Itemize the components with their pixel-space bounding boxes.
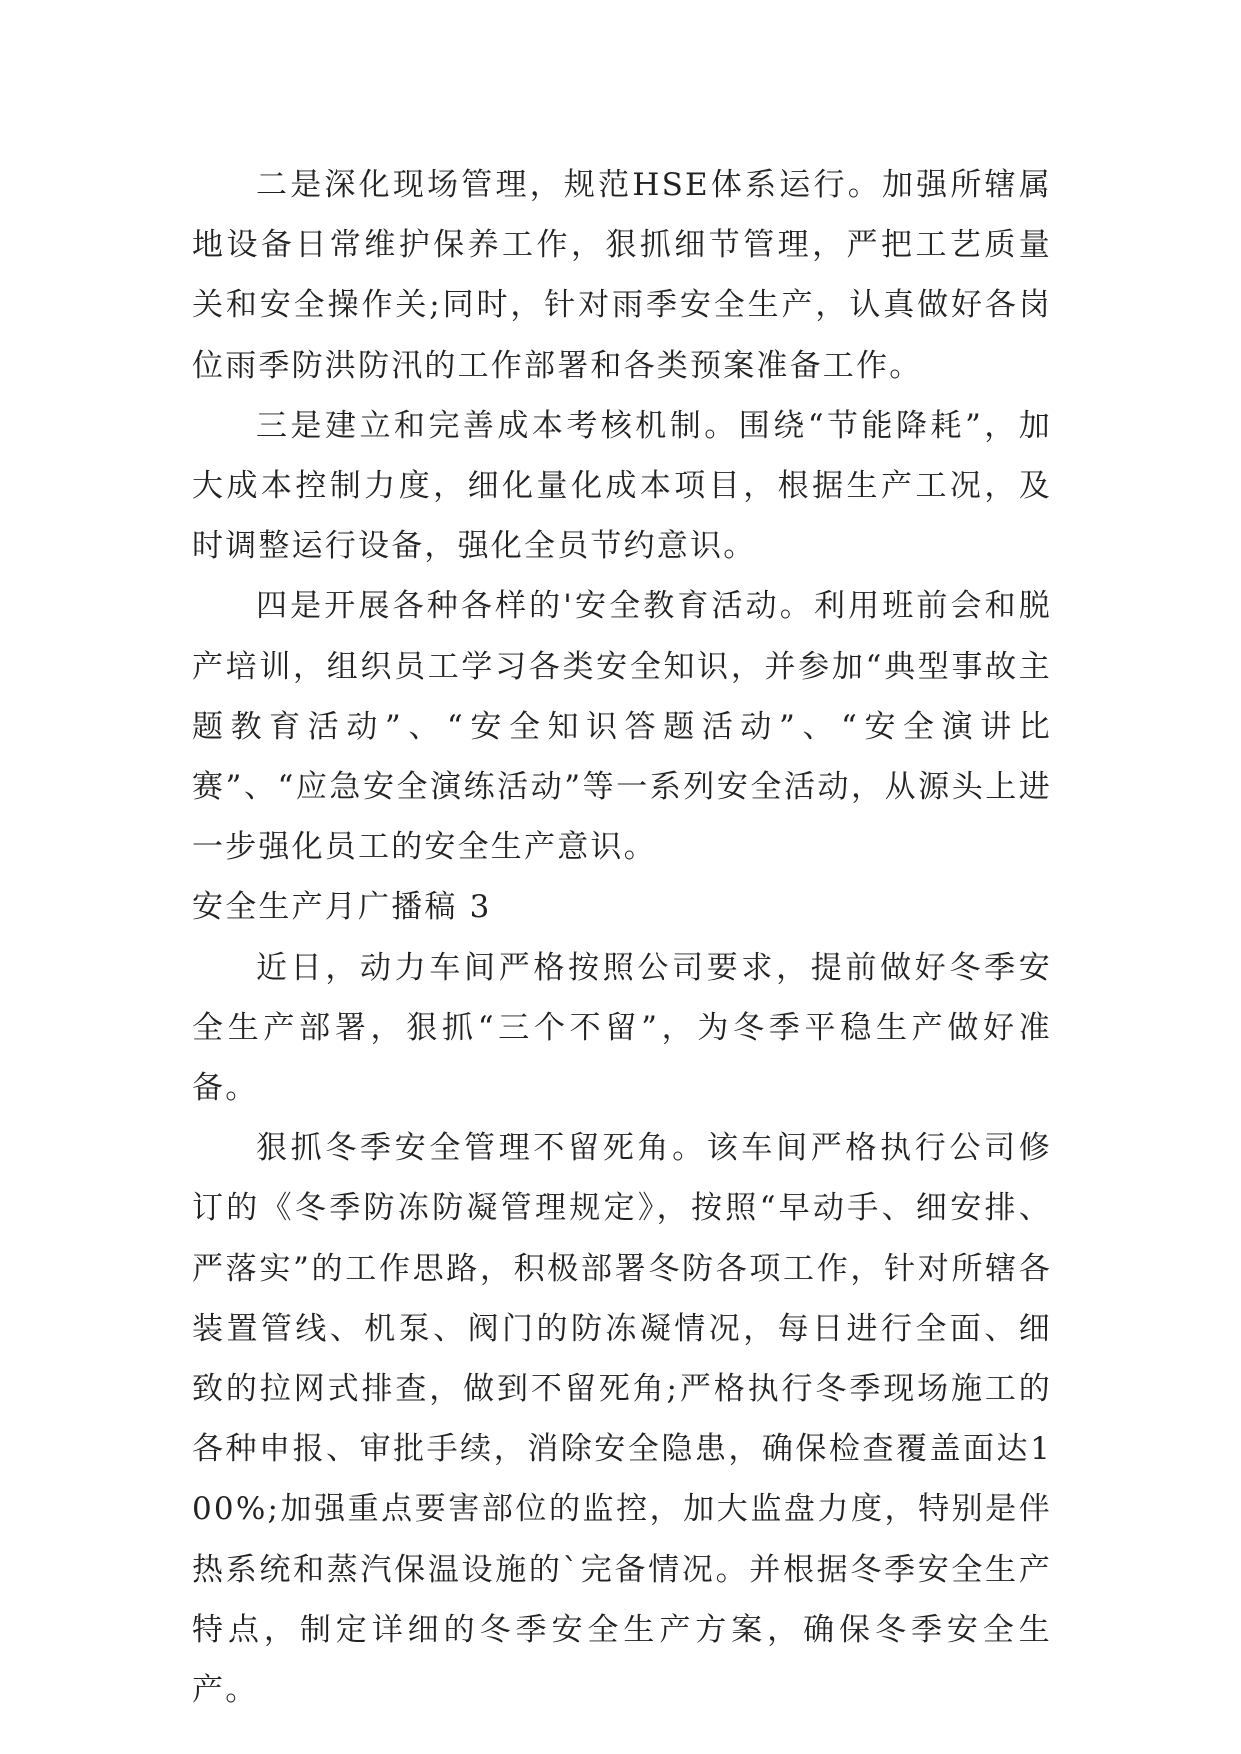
paragraph-hse-management: 二是深化现场管理，规范HSE体系运行。加强所辖属地设备日常维护保养工作，狠抓细节管理，严把工艺质量关和安全操作关;同时，针对雨季安全生产，认真做好各岗位雨季防洪防汛的工作部署和各类预案准备工作。 [192, 167, 1052, 384]
paragraph-winter-deployment: 近日，动力车间严格按照公司要求，提前做好冬季安全生产部署，狠抓“三个不留”，为冬季平稳生产做好准备。 [192, 949, 1052, 1107]
paragraph-safety-education: 四是开展各种各样的'安全教育活动。利用班前会和脱产培训，组织员工学习各类安全知识，并参加“典型事故主题教育活动”、“安全知识答题活动”、“安全演讲比赛”、“应急安全演练活动”等一系列安全活动，从源头上进一步强化员工的安全生产意识。 [192, 588, 1052, 866]
section-title: 安全生产月广播稿 3 [192, 889, 492, 926]
paragraph-winter-management: 狠抓冬季安全管理不留死角。该车间严格执行公司修订的《冬季防冻防凝管理规定》，按照“早动手、细安排、严落实”的工作思路，积极部署冬防各项工作，针对所辖各装置管线、机泵、阀门的防冻凝情况，每日进行全面、细致的拉网式排查，做到不留死角;严格执行冬季现场施工的各种申报、审批手续，消除安全隐患，确保检查覆盖面达100%;加强重点要害部位的监控，加大监盘力度，特别是伴热系统和蒸汽保温设施的`完备情况。并根据冬季安全生产特点，制定详细的冬季安全生产方案，确保冬季安全生产。 [192, 1130, 1052, 1709]
paragraph-cost-assessment: 三是建立和完善成本考核机制。围绕“节能降耗”，加大成本控制力度，细化量化成本项目，根据生产工况，及时调整运行设备，强化全员节约意识。 [192, 407, 1052, 565]
document-body [192, 155, 1052, 1720]
